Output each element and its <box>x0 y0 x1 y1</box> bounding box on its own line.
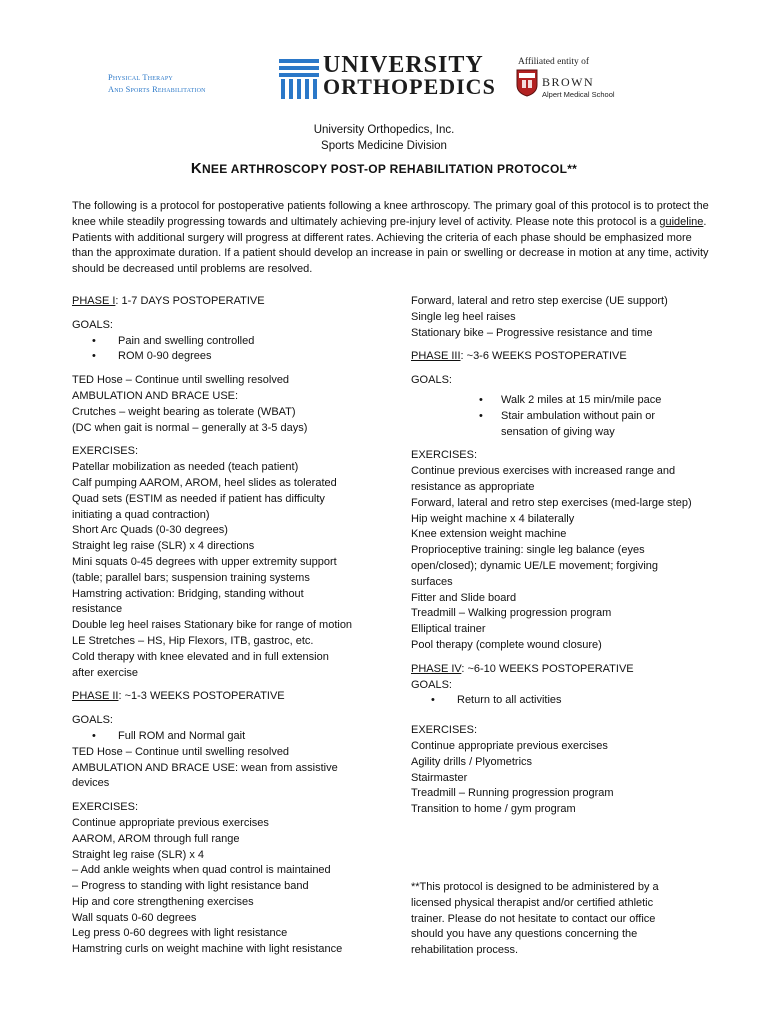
phase-1-exercise: Cold therapy with knee elevated and in full extension <box>72 650 329 663</box>
phase-3-exercise: Pool therapy (complete wound closure) <box>411 638 602 651</box>
guideline-word: guideline <box>659 215 704 228</box>
phase-2-exercise: Hamstring curls on weight machine with light resistance <box>72 943 343 956</box>
footnote-line: trainer. Please do not hesitate to contact our office <box>411 912 656 925</box>
intro-part-2: . Patients with additional surgery will progress at different rates. Achieving the criteria of each phase should be emphasized more than the approximate duration. If a patient should develop an increase in pain or swelling or decrease in motion at any time, activity should be decreased until problems are resolved. <box>72 215 709 276</box>
phase-2-title: : ~1-3 WEEKS POSTOPERATIVE <box>118 690 285 703</box>
phase-3-exercises-label: EXERCISES: <box>411 449 478 462</box>
university-orthopedics-wordmark <box>323 54 496 98</box>
phase-4-label: PHASE IV <box>411 662 462 675</box>
phase-1-ted-hose: TED Hose – Continue until swelling resolved <box>72 374 290 387</box>
phase-3-goal-continued: sensation of giving way <box>501 425 615 438</box>
phase-3-goal: • Stair ambulation without pain or <box>411 409 731 425</box>
pt-line-2: And Sports Rehabilitation <box>108 85 206 94</box>
phase-2-exercises-label: EXERCISES: <box>72 801 139 814</box>
phase-4-exercise: Agility drills / Plyometrics <box>411 755 533 768</box>
phase-3-heading <box>411 349 731 365</box>
phase-2-goal: • Full ROM and Normal gait <box>72 729 372 745</box>
phase-2-exercise-continued: Single leg heel raises <box>411 310 516 323</box>
intro-part-1: The following is a protocol for postoperative patients following a knee arthroscopy. The primary goal of this protocol is to protect the knee while steadily progressing towards and ultimately achieving pre-injury level of activity. Please note this protocol is a <box>72 200 709 228</box>
left-column <box>72 294 372 958</box>
phase-4-goals-label: GOALS: <box>411 678 452 691</box>
phase-2-ambulation-1: AMBULATION AND BRACE USE: wean from assistive <box>72 761 338 774</box>
phase-2-exercise: Straight leg raise (SLR) x 4 <box>72 848 205 861</box>
phase-3-exercise: Treadmill – Walking progression program <box>411 607 612 620</box>
phase-4-exercise: Stairmaster <box>411 771 468 784</box>
phase-2-label: PHASE II <box>72 690 119 703</box>
brown-shield-icon <box>516 69 538 97</box>
phase-1-exercise: after exercise <box>72 666 139 679</box>
footnote-line: licensed physical therapist and/or certified athletic <box>411 896 654 909</box>
phase-2-ambulation-2: devices <box>72 777 110 790</box>
phase-1-exercise: Hamstring activation: Bridging, standing without <box>72 587 304 600</box>
phase-3-exercise: resistance as appropriate <box>411 480 535 493</box>
phase-2-exercise: Continue appropriate previous exercises <box>72 816 269 829</box>
phase-2-exercise-continued: Stationary bike – Progressive resistance and time <box>411 326 653 339</box>
phase-3-exercise: surfaces <box>411 575 453 588</box>
intro-paragraph <box>72 199 712 278</box>
phase-4-heading <box>411 662 731 678</box>
footnote-line: **This protocol is designed to be administered by a <box>411 881 659 893</box>
phase-1-exercise: Mini squats 0-45 degrees with upper extremity support <box>72 555 337 568</box>
phase-2-heading <box>72 689 372 705</box>
phase-1-label: PHASE I <box>72 295 116 307</box>
brown-affiliation-logo <box>516 57 626 107</box>
phase-1-exercise: LE Stretches – HS, Hip Flexors, ITB, gastroc, etc. <box>72 634 314 647</box>
phase-1-exercise: Patellar mobilization as needed (teach patient) <box>72 461 299 474</box>
phase-2-ted-hose: TED Hose – Continue until swelling resolved <box>72 745 290 758</box>
phase-1-goals-label: GOALS: <box>72 318 113 331</box>
phase-3-exercise: Knee extension weight machine <box>411 528 567 541</box>
phase-1-title: : 1-7 DAYS POSTOPERATIVE <box>115 295 265 307</box>
phase-1-exercise: Calf pumping AAROM, AROM, heel slides as tolerated <box>72 476 337 489</box>
phase-2-exercise: Hip and core strengthening exercises <box>72 895 254 908</box>
division-name: Sports Medicine Division <box>321 140 447 152</box>
phase-1-exercise: initiating a quad contraction) <box>72 508 210 521</box>
phase-1-dc-note: (DC when gait is normal – generally at 3-5 days) <box>72 421 308 434</box>
phase-3-exercise: Proprioceptive training: single leg balance (eyes <box>411 544 645 557</box>
alpert-medical-school: Alpert Medical School <box>542 90 615 99</box>
footnote-line: rehabilitation process. <box>411 944 519 957</box>
phase-2-goals-label: GOALS: <box>72 714 113 727</box>
phase-3-exercise: Fitter and Slide board <box>411 591 517 604</box>
title-first-letter: K <box>190 160 202 177</box>
logo-line-1: UNIVERSITY <box>323 52 484 78</box>
logo-line-2: ORTHOPEDICS <box>323 74 496 99</box>
phase-1-goal: • Pain and swelling controlled <box>72 334 372 350</box>
phase-4-exercise: Treadmill – Running progression program <box>411 787 614 800</box>
phase-4-goal: • Return to all activities <box>411 693 731 709</box>
brown-name: BROWN <box>542 75 595 89</box>
phase-2-exercise: Wall squats 0-60 degrees <box>72 911 197 924</box>
phase-1-crutches: Crutches – weight bearing as tolerate (WBAT) <box>72 405 296 418</box>
phase-1-exercise: Double leg heel raises Stationary bike for range of motion <box>72 619 353 632</box>
pt-logo-text <box>108 72 206 96</box>
phase-4-exercise: Continue appropriate previous exercises <box>411 739 608 752</box>
phase-3-title: : ~3-6 WEEKS POSTOPERATIVE <box>460 350 627 363</box>
phase-3-goal: • Walk 2 miles at 15 min/mile pace <box>411 393 731 409</box>
columns-logo-icon <box>279 57 319 101</box>
affiliated-text: Affiliated entity of <box>518 57 590 67</box>
right-column <box>411 294 731 818</box>
phase-3-exercise: Continue previous exercises with increased range and <box>411 465 676 478</box>
phase-2-exercise: AAROM, AROM through full range <box>72 832 240 845</box>
phase-1-exercises-label: EXERCISES: <box>72 445 139 458</box>
phase-1-exercise: Straight leg raise (SLR) x 4 directions <box>72 540 255 553</box>
phase-3-label: PHASE III <box>411 350 461 363</box>
title-rest: NEE ARTHROSCOPY POST-OP REHABILITATION PROTOCOL** <box>201 162 578 176</box>
org-name: University Orthopedics, Inc. <box>313 124 455 136</box>
university-orthopedics-logo <box>279 52 496 102</box>
phase-3-goals-label: GOALS: <box>411 374 452 387</box>
phase-4-exercises-label: EXERCISES: <box>411 724 478 737</box>
pt-line-1: Physical Therapy <box>108 73 173 82</box>
phase-1-exercise: Quad sets (ESTIM as needed if patient has difficulty <box>72 492 325 505</box>
page-title <box>0 160 768 177</box>
phase-1-heading <box>72 294 372 310</box>
phase-3-exercise: open/closed); dynamic UE/LE movement; forgiving <box>411 559 659 572</box>
phase-2-exercise-continued: Forward, lateral and retro step exercise (UE support) <box>411 295 668 307</box>
phase-3-exercise: Elliptical trainer <box>411 623 486 636</box>
phase-1-exercise: (table; parallel bars; suspension training systems <box>72 571 310 584</box>
footnote-line: should you have any questions concerning the <box>411 928 638 941</box>
phase-2-exercise: – Add ankle weights when quad control is maintained <box>72 864 331 877</box>
phase-2-exercise: Leg press 0-60 degrees with light resistance <box>72 927 288 940</box>
phase-1-exercise: Short Arc Quads (0-30 degrees) <box>72 524 228 537</box>
phase-1-ambulation-label: AMBULATION AND BRACE USE: <box>72 389 239 402</box>
phase-3-exercise: Hip weight machine x 4 bilaterally <box>411 512 575 525</box>
phase-2-exercise: – Progress to standing with light resistance band <box>72 880 309 893</box>
phase-4-exercise: Transition to home / gym program <box>411 803 576 816</box>
phase-1-exercise: resistance <box>72 603 123 616</box>
phase-4-title: : ~6-10 WEEKS POSTOPERATIVE <box>461 662 634 675</box>
footnote <box>411 880 731 959</box>
phase-3-exercise: Forward, lateral and retro step exercises (med-large step) <box>411 496 692 509</box>
phase-1-goal: • ROM 0-90 degrees <box>72 349 372 365</box>
